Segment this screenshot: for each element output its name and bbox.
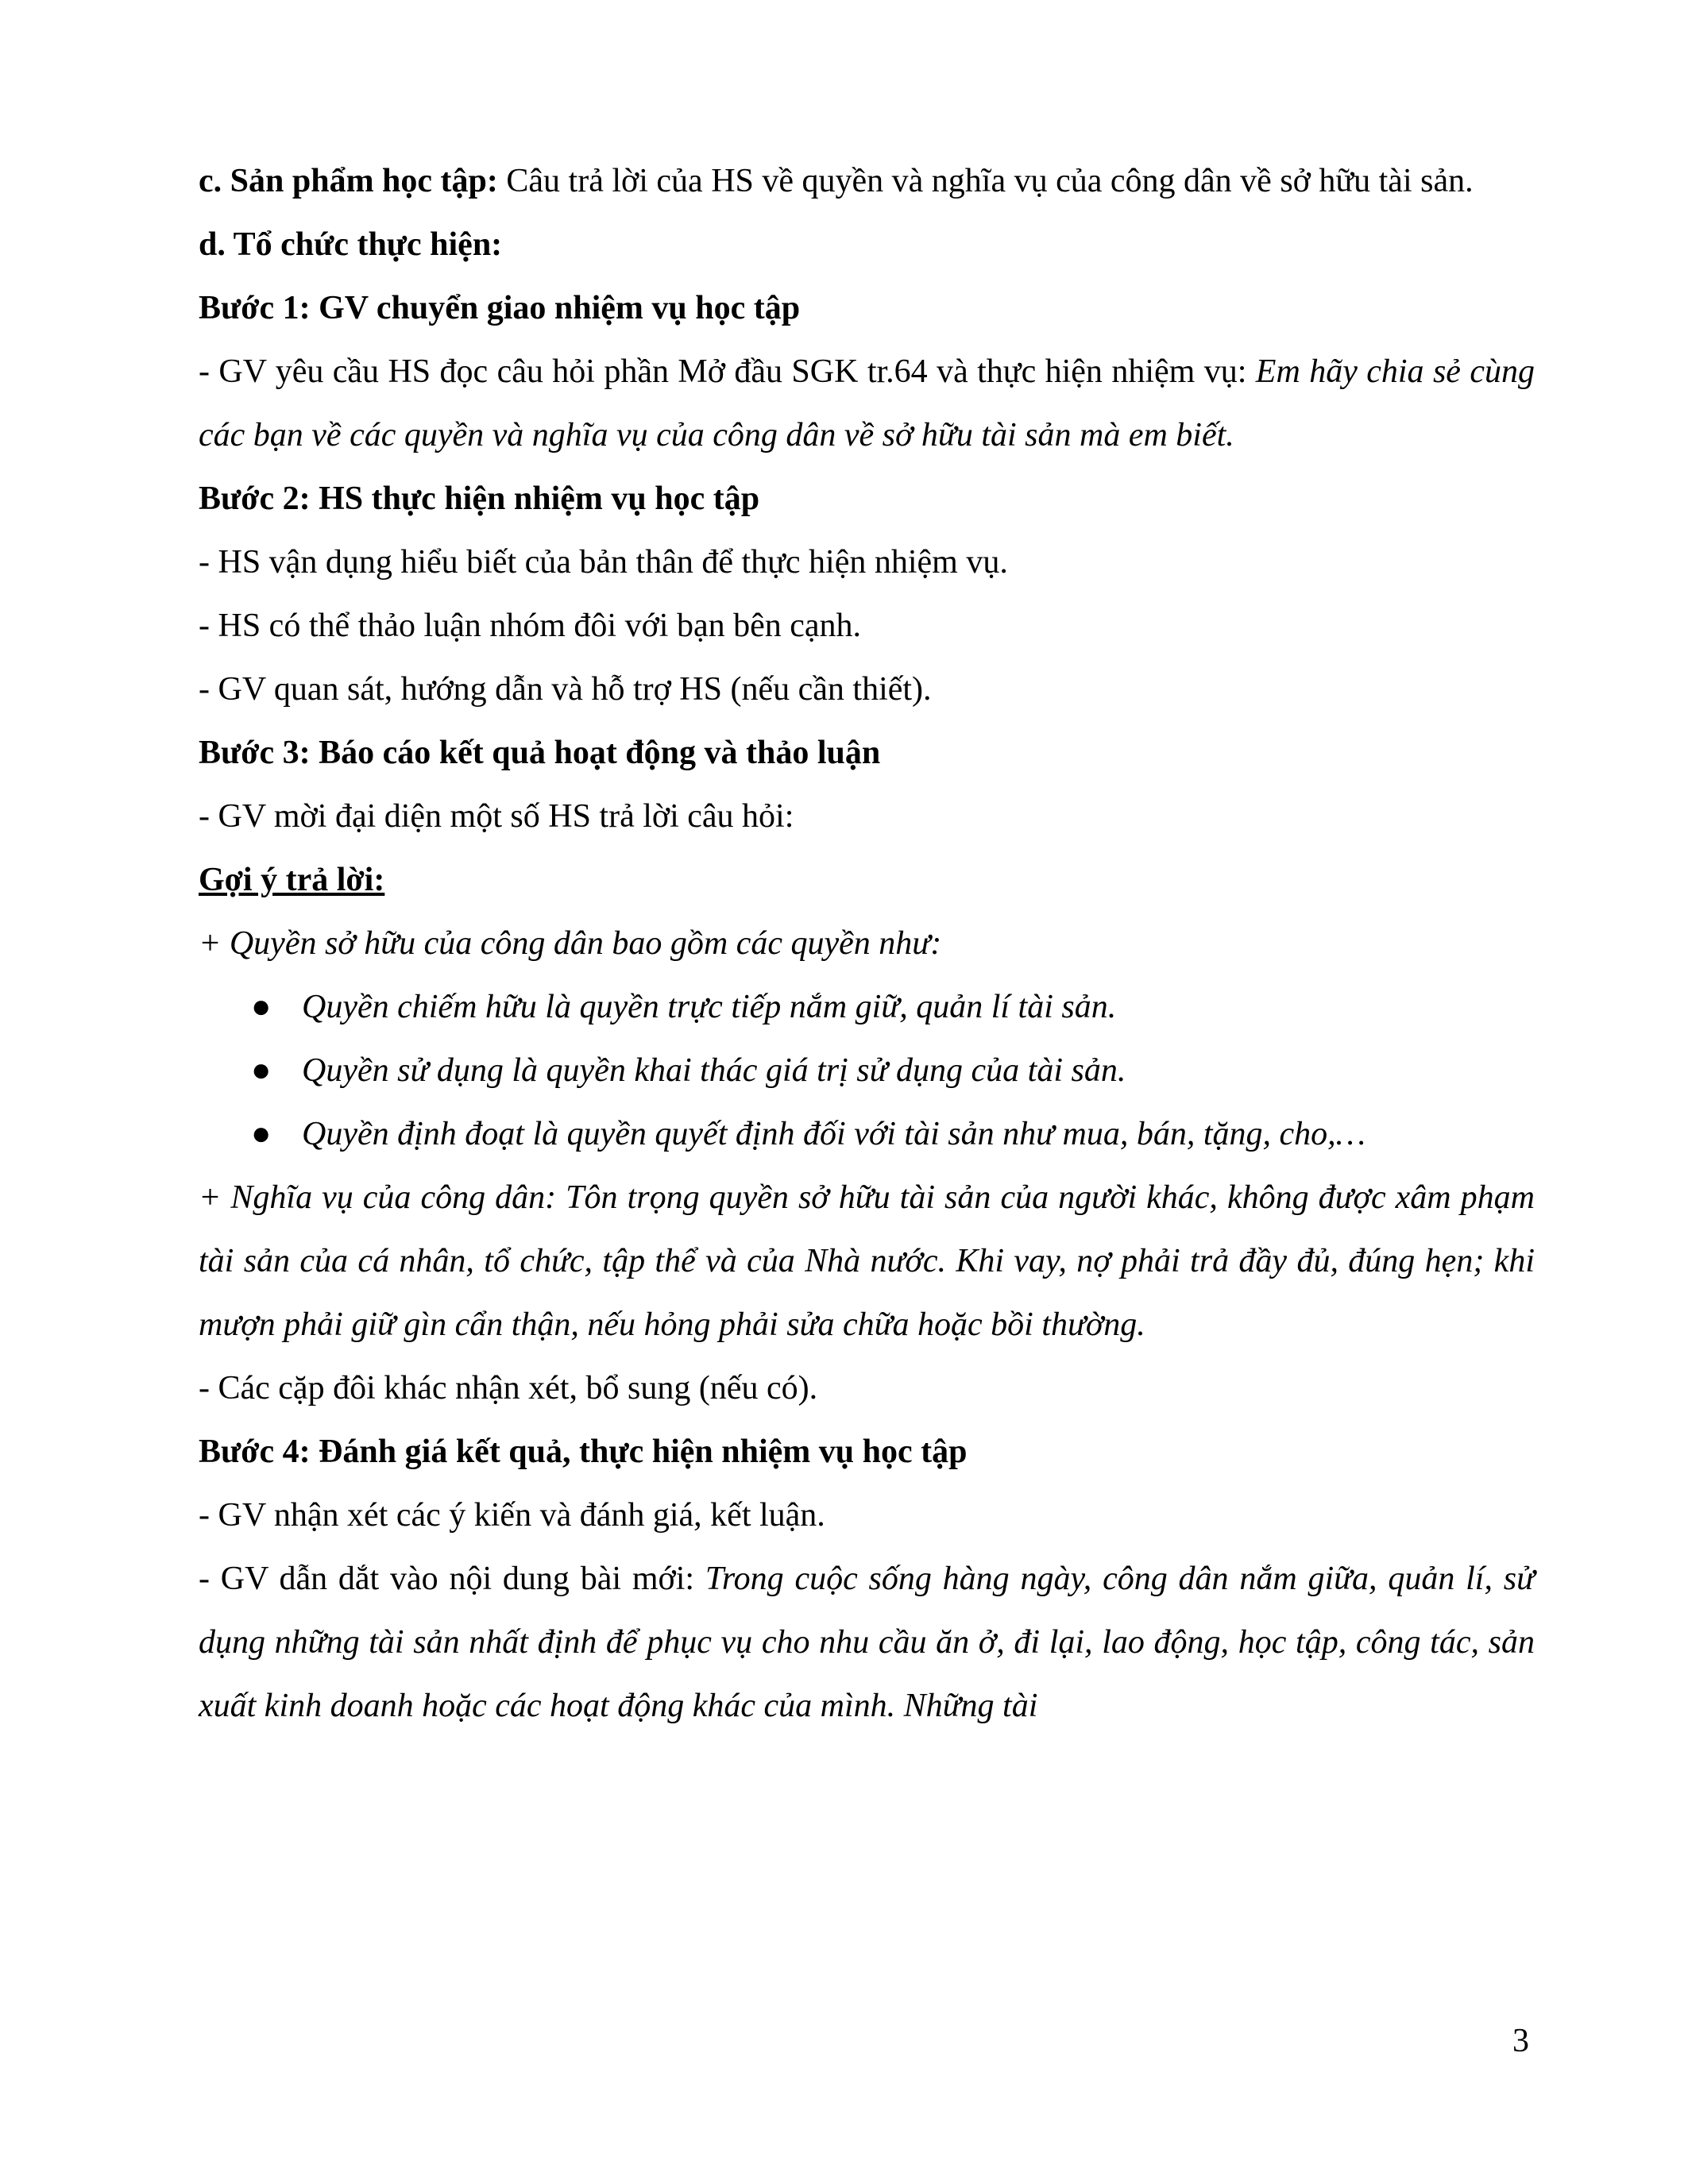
- text-run: Em hãy chia sẻ cùng các bạn về các quyền và nghĩa vụ của công dân về sở hữu tài sản mà em biết.: [199, 353, 1535, 453]
- text-run: + Nghĩa vụ của công dân: Tôn trọng quyền sở hữu tài sản của người khác, không được xâm phạm tài sản của cá nhân, tổ chức, tập thể và của Nhà nước. Khi vay, nợ phải trả đầy đủ, đúng hẹn; khi mượn phải giữ gìn cẩn thận, nếu hỏng phải sửa chữa hoặc bồi thường.: [199, 1179, 1535, 1343]
- text-run: - GV dẫn dắt vào nội dung bài mới:: [199, 1561, 705, 1597]
- text-run: - HS có thể thảo luận nhóm đôi với bạn bên cạnh.: [199, 608, 862, 644]
- paragraph: [199, 531, 1535, 594]
- text-run: Bước 3: Báo cáo kết quả hoạt động và thảo luận: [199, 735, 881, 771]
- page-number: 3: [1512, 2023, 1529, 2059]
- paragraph: [199, 1547, 1535, 1738]
- text-run: Trong cuộc sống hàng ngày, công dân nắm giữa, quản lí, sử dụng những tài sản nhất định để phục vụ cho nhu cầu ăn ở, đi lại, lao động, học tập, công tác, sản xuất kinh doanh hoặc các hoạt động khác của mình. Những tài: [199, 1561, 1535, 1724]
- bullet-icon: ●: [251, 1116, 272, 1152]
- paragraph: [199, 848, 1535, 912]
- paragraph: [199, 594, 1535, 658]
- paragraph: [199, 340, 1535, 467]
- bullet-item: [199, 975, 1535, 1039]
- paragraph: [199, 1166, 1535, 1356]
- text-run: Câu trả lời của HS về quyền và nghĩa vụ của công dân về sở hữu tài sản.: [506, 163, 1474, 199]
- paragraph: [199, 658, 1535, 721]
- text-run: - GV nhận xét các ý kiến và đánh giá, kết luận.: [199, 1497, 825, 1534]
- text-run: c. Sản phẩm học tập:: [199, 163, 507, 199]
- paragraph: [199, 1420, 1535, 1484]
- text-run: - GV mời đại diện một số HS trả lời câu hỏi:: [199, 798, 794, 835]
- text-run: Quyền chiếm hữu là quyền trực tiếp nắm giữ, quản lí tài sản.: [302, 989, 1117, 1025]
- bullet-icon: ●: [251, 989, 272, 1025]
- text-run: Quyền sử dụng là quyền khai thác giá trị sử dụng của tài sản.: [302, 1052, 1126, 1089]
- paragraph: [199, 276, 1535, 340]
- bullet-item: [199, 1039, 1535, 1102]
- paragraph: [199, 721, 1535, 785]
- text-run: d. Tổ chức thực hiện:: [199, 226, 503, 263]
- text-run: Gợi ý trả lời:: [199, 862, 385, 898]
- bullet-item: [199, 1102, 1535, 1166]
- text-run: Bước 1: GV chuyển giao nhiệm vụ học tập: [199, 290, 801, 326]
- text-run: Bước 2: HS thực hiện nhiệm vụ học tập: [199, 480, 760, 517]
- text-run: - Các cặp đôi khác nhận xét, bổ sung (nếu có).: [199, 1370, 818, 1406]
- text-run: - GV quan sát, hướng dẫn và hỗ trợ HS (nếu cần thiết).: [199, 671, 932, 708]
- text-run: - GV yêu cầu HS đọc câu hỏi phần Mở đầu SGK tr.64 và thực hiện nhiệm vụ:: [199, 353, 1256, 390]
- document-body: [199, 149, 1535, 1738]
- paragraph: [199, 149, 1535, 213]
- bullet-icon: ●: [251, 1052, 272, 1089]
- paragraph: [199, 1484, 1535, 1547]
- paragraph: [199, 213, 1535, 276]
- text-run: - HS vận dụng hiểu biết của bản thân để thực hiện nhiệm vụ.: [199, 544, 1008, 581]
- paragraph: [199, 785, 1535, 848]
- text-run: Quyền định đoạt là quyền quyết định đối với tài sản như mua, bán, tặng, cho,…: [302, 1116, 1365, 1152]
- paragraph: [199, 467, 1535, 531]
- paragraph: [199, 1356, 1535, 1420]
- paragraph: [199, 912, 1535, 975]
- text-run: + Quyền sở hữu của công dân bao gồm các quyền như:: [199, 925, 942, 962]
- text-run: Bước 4: Đánh giá kết quả, thực hiện nhiệm vụ học tập: [199, 1433, 968, 1470]
